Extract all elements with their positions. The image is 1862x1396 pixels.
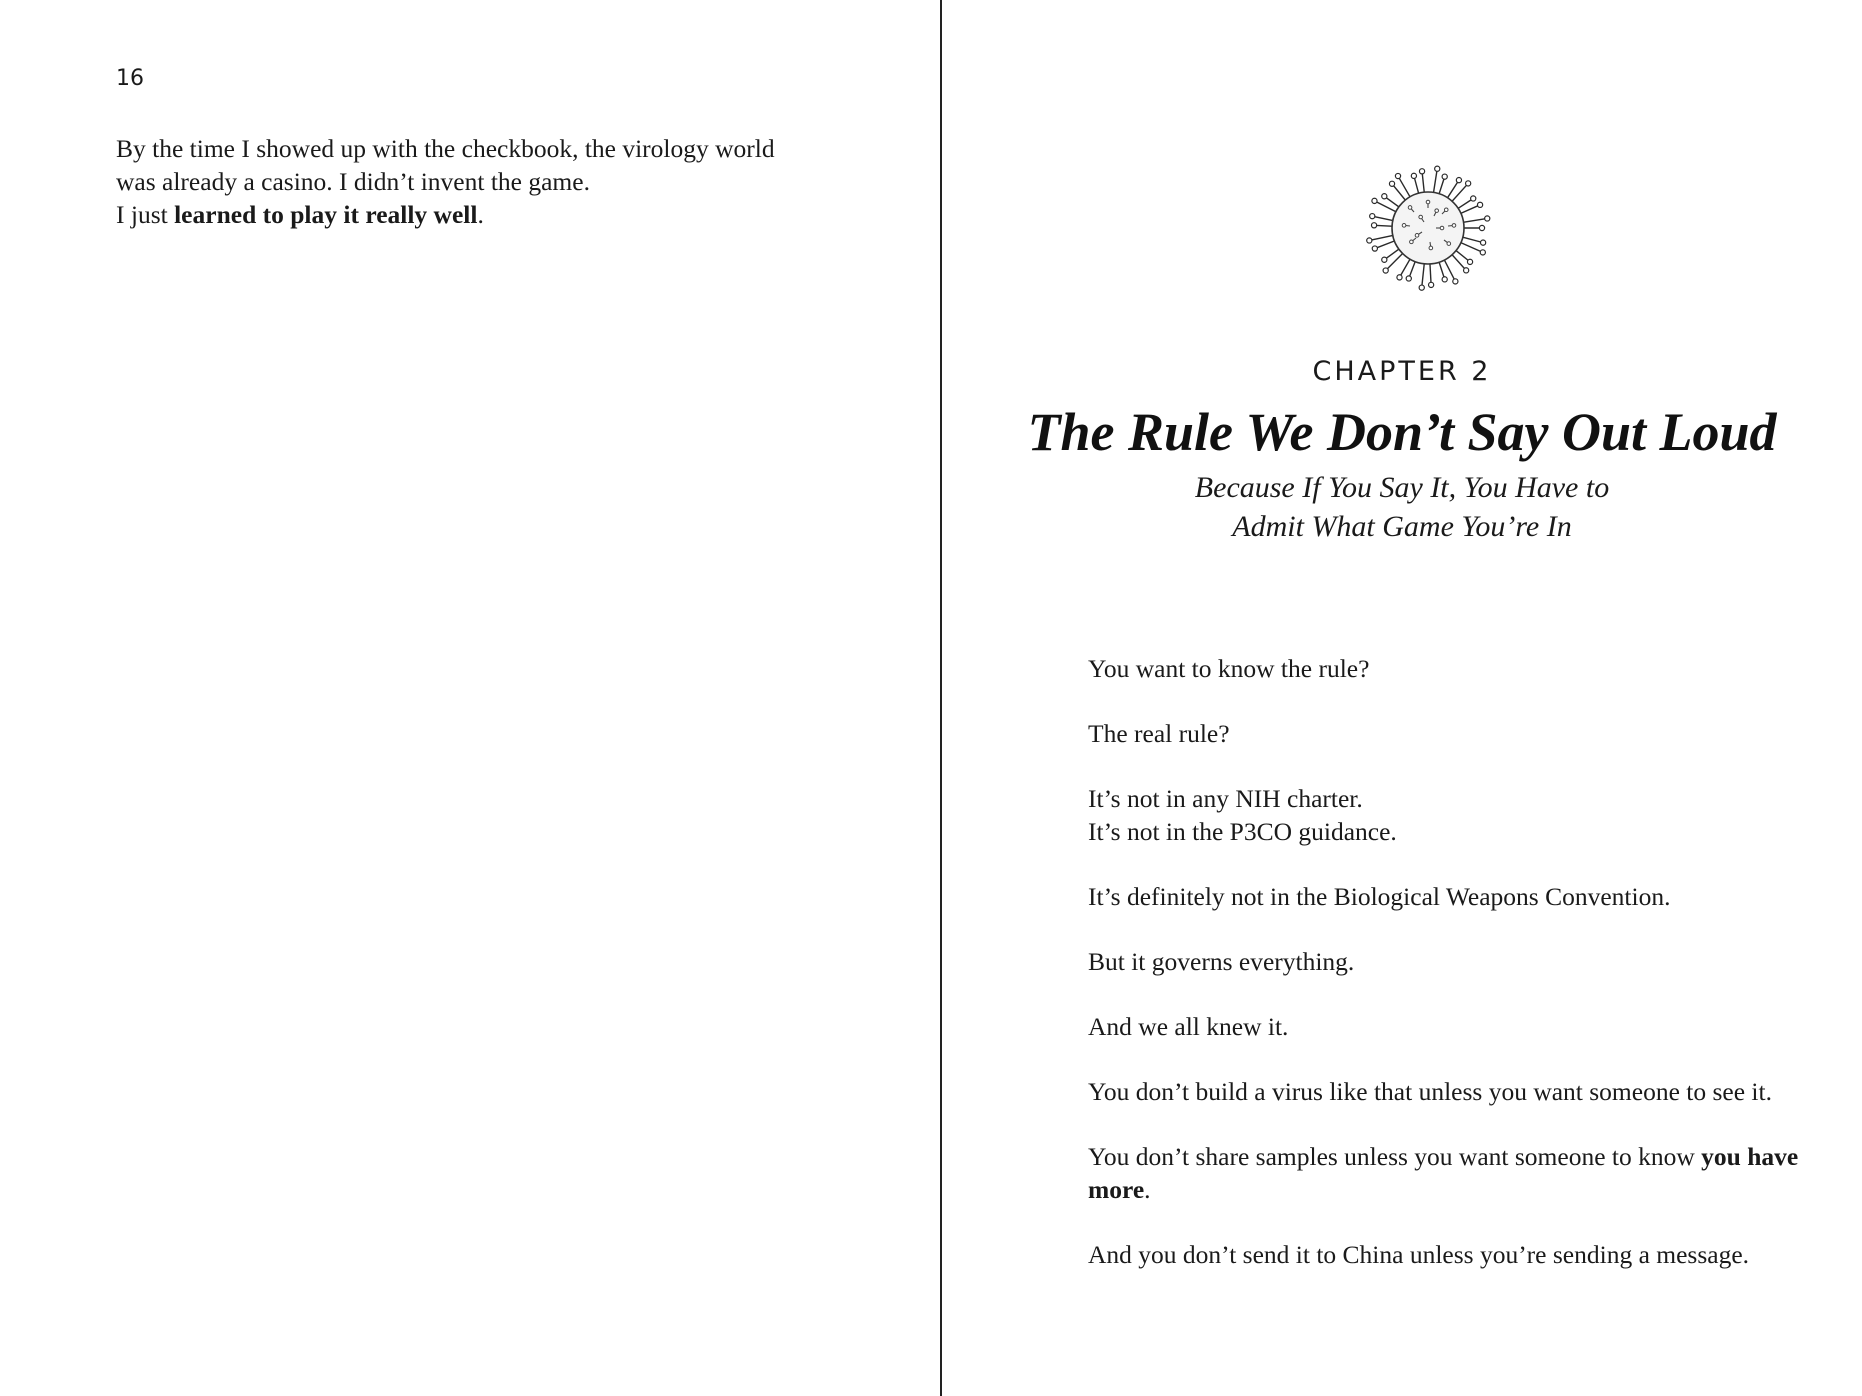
paragraph: And we all knew it.	[1088, 1012, 1289, 1041]
paragraph: It’s definitely not in the Biological Weapons Convention.	[1088, 882, 1671, 911]
paragraph: And you don’t send it to China unless you’re sending a message.	[1088, 1240, 1750, 1269]
paragraph: You don’t build a virus like that unless you want someone to see it.	[1088, 1077, 1772, 1106]
text-run: You don’t share samples unless you want someone to know	[1088, 1142, 1702, 1171]
emphasis-text: learned to play it really well	[174, 200, 478, 229]
text-line: It’s not in the P3CO guidance.	[1088, 817, 1397, 846]
text-line: By the time I showed up with the checkbook, the virology world	[116, 134, 775, 163]
text-punctuation: .	[1144, 1175, 1151, 1204]
emphasis-text: you have more	[1088, 1142, 1799, 1204]
text-line: It’s not in any NIH charter.	[1088, 784, 1363, 813]
paragraph: You want to know the rule?	[1088, 654, 1370, 683]
chapter-title: The Rule We Don’t Say Out Loud	[1027, 402, 1777, 462]
left-page-paragraph	[116, 132, 836, 231]
text-punctuation: .	[477, 200, 484, 229]
chapter-label: CHAPTER 2	[1312, 356, 1492, 387]
text-line: I just	[116, 200, 175, 229]
paragraph: But it governs everything.	[1088, 947, 1355, 976]
paragraph	[1088, 1140, 1808, 1206]
page-number: 16	[116, 66, 144, 91]
text-line: was already a casino. I didn’t invent the game.	[116, 167, 590, 196]
right-page	[942, 0, 1862, 1396]
paragraph	[1088, 782, 1808, 848]
virus-illustration-icon	[1364, 164, 1492, 292]
subtitle-line: Admit What Game You’re In	[1232, 510, 1572, 543]
subtitle-line: Because If You Say It, You Have to	[1194, 471, 1610, 504]
paragraph: The real rule?	[1088, 719, 1230, 748]
chapter-body	[1088, 652, 1808, 1303]
chapter-subtitle	[1172, 468, 1632, 546]
